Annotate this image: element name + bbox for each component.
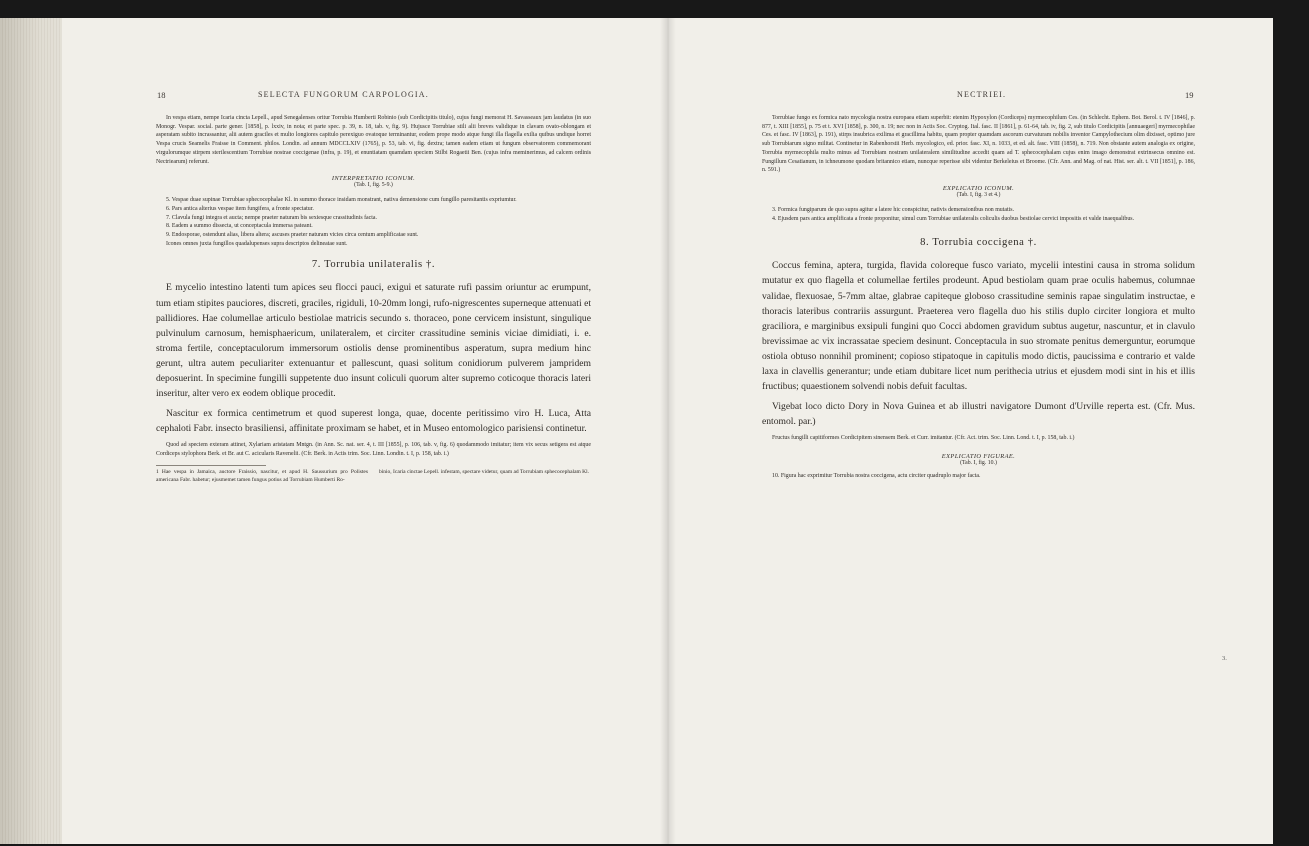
explic-subheading: (Tab. I, fig. 3 et 4.) <box>956 191 1001 198</box>
species-title: 7. Torrubia unilateralis †. <box>311 259 436 271</box>
explic-heading: EXPLICATIO ICONUM. <box>942 184 1015 192</box>
explic-item: 5. Vespae duae supinae Torrubiae sphecocephalae Kl. in summo thorace insidam monstrant, nativa demensione cum fungillo paresitantis expriumtur. <box>166 197 517 204</box>
explic-heading: INTERPRETATIO ICONUM. <box>331 175 416 183</box>
intro-paragraph: Torrubiae fungo ex formica nato mycologia nostra europaea etiam superbit: etenim Hypoxylon (Cordiceps) myrmecophilum Ces. (in Schlecht. Ephem. Bot. Berol. t. IV [1846], p. 877, t. XIII [1855], p. 75 et t. XVI [1858], p. 300, n. 19; nec non in Actis Soc. Cryptog. Ital. fasc. II [1861], p. 61-64, tab. iv, fig. 2, sub titulo Cordicipitis [annuaegeri] myrmecophilae Ces. et fasc. IV [1863], p. 191), stirps insubrica exilima et gracillima habitu, quam propter quamdam ascorum curvaturam nobilis inventor Campylothecium olim dixisset, optimo jure sub Torrubiarum signo militat. Continetur in Rabenhorstii Herb. mycologico, ed. prior. fasc. XI, n. 1033, et ed. alt. fasc. VIII (1858), n. 719. Non obstante autem analogia ex origine, Torrubia myrmecophila multo minus ad Torrubiam nostram unilateralem similitudine accedit quam ad T. sphecocephalam cujus enim imago demonstrat extrinsecus omnino est. Fungillum Cesatianum, in ichneumone quodam britannico etiam, nuncque reperisse sibi videntur Berkeleius et Broome. (Cfr. Ann. and Mag. of nat. Hist. ser. alt. t. VII [1851], p. 186, n. 591.) <box>762 115 1195 174</box>
explic-subheading: (Tab. I, fig. 5-9.) <box>354 182 393 189</box>
explic-item: 8. Eadem a summo dissecta, ut conceptacula immersa pateant. <box>166 223 313 230</box>
intro-paragraph: In vespa etiam, nempe Icaria cincta Lepell., apud Senegalenses oritur Torrubia Humberti Robinio (sub Cordicipitis titulo), cujus fungi memorat H. Savasseaux jam laudatus (in suo Monogr. Vespar. social. parte gener. [1858], p. lxxiv, in nota; et parte spec. p. 39, n. 18, tab. v, fig. 9). Hujusce Torrubiae stili alii breves validique in clavam ovato-oblongam et asperatam subito incrassantur, alii autem graciles et multo longiores capitulo perexiguo ovatoque terminantur, eodem prope modo atque fungi illa flagella exilia quibus undique horret Vespa crucis Seamelis Fraisse in Comment. philos. Londin. ad annum MDCCLXIV (1765), p. 53, tab. vi, fig. dextra; tamen eadem etiam ut fungum observatorem commemorant virgulorumque stirpem sterilescentium Torrubiae nostrae coccigenae (infra, p. 19), et enuntiatam quamdam speciem Stilbi Rogaetii Ben. (cujus infra meminerimus, ad calcem ordinis Nectriearum) referunt. <box>156 115 591 165</box>
habitat-paragraph: Nascitur ex formica centimetrum et quod superest longa, quae, docente peritissimo viro H. Luca, Atta cephaloti Fabr. insecto brasiliensi, affinitate proximam se habet, et in Museo entomologico parisiensi continetur. <box>156 408 591 435</box>
left-text-column <box>156 114 591 484</box>
book-gutter <box>660 18 676 844</box>
comparison-paragraph: Fructus fungilli capitiformes Cordicipitem sinensem Berk. et Curr. imitantur. (Cfr. Act. trim. Soc. Linn. Lond. t. I, p. 158, tab. i.) <box>772 435 1075 442</box>
right-text-column <box>762 114 1195 481</box>
right-page-number: 19 <box>1185 90 1194 100</box>
explic-item: 10. Figura hac exprimitur Torrubia nostra coccigena, actu circiter quadruplo major facta. <box>772 473 981 480</box>
book-leaf-edges <box>0 18 70 844</box>
footnote-right-column: binio, Icaria cinctae Lepell. infestam, spectare videtur, quam ad Torrubiam sphecocephalam Kl. <box>379 468 590 475</box>
explic-item: Icones omnes juxta fungillos quadalupenses supra descriptos delineatae sunt. <box>166 240 348 247</box>
explic-item: 4. Ejusdem pars antica amplificata a fronte proponitur, simul cum Torrubiae unilateralis coliculis duobus bestiolae cervici impositis et valde inaequalibus. <box>772 215 1135 222</box>
explic-item: 6. Pars antica alterius vespae item fungifera, a fronte spectatur. <box>166 205 314 212</box>
explic-item: 7. Clavula fungi integra et aucta; nempe praeter naturam bis sexiesque crassitudinis facta. <box>166 214 378 221</box>
footnote-left-column: 1 Hae vespa in Jamaica, auctore Fraissio, nascitur, et apud H. Saussurium pro Polistes americana Fabr. habetur; ejusmemet tamen fungus potius ad Torrubiam Humberti Ro- <box>156 468 368 483</box>
description-paragraph: Coccus femina, aptera, turgida, flavida coloreque fusco variato, mycelii intestini causa in stroma solidum mutatur ex quo flagella et columellae fertiles prodeunt. Apud bestiolam quam prae oculis habemus, columnae validae, flexuosae, 5-7mm altae, glabrae capiteque globoso crassitudine seminis rapae singulatim instructae, e thoracis lateribus contrariis assurgunt. Praeterea vero flagella duo his stilis duplo circiter longiora et multo graciliora, e marginibus exsipuli fungini quo Cocci abdomen gravidum subtus augetur, nascuntur, et in clavulo brevissimae ac vix incrassatae speciem desinunt. Conceptacula in suo stromate penitus demerguntur, eorumque ostiola obtuso nonnihil prominent; copioso stipatoque in capitulis modo dictis, paucissima e contrario et valde laxa in clavellis generantur; unde etiam dubitare licet num perithecia utrius et ejusdem modi sint in his et illis fructibus; quaestionem solvendi nobis defuit facultas. <box>762 260 1195 393</box>
left-running-head: SELECTA FUNGORUM CARPOLOGIA. <box>258 90 429 99</box>
explic-item: 3. Formica fungiparum de quo supra agitur a latere hic conspicitur, nativis demensionibus non mutatis. <box>772 206 1015 213</box>
signature-mark: 3. <box>1222 655 1227 662</box>
left-page-number: 18 <box>157 90 166 100</box>
habitat-paragraph: Vigebat loco dicto Dory in Nova Guinea et ab illustri navigatore Dumont d'Urville reperta est. (Cfr. Mus. entomol. par.) <box>762 401 1195 428</box>
species-title: 8. Torrubia coccigena †. <box>920 237 1037 249</box>
comparison-paragraph: Quod ad speciem exteram attinet, Xylariam aristatam Mntgn. (in Ann. Sc. nat. ser. 4, t. III [1855], p. 106, tab. v, fig. 6) quodammodo imitatur; item vix secus setigera est atque Cordiceps stylophora Berk. et Br. aut C. acicularis Ravenelii. (Cfr. Berk. in Actis trim. Soc. Linn. Londin. t. I, p. 158, tab. i.) <box>156 442 591 458</box>
explic-figure-subheading: (Tab. I, fig. 10.) <box>960 460 997 467</box>
right-running-head: NECTRIEI. <box>957 90 1007 99</box>
explic-item: 9. Endosporae, ostendunt alias, libera altera; ascuses praeter naturam vicies circa centum amplificatae sunt. <box>166 232 419 239</box>
description-paragraph: E mycelio intestino latenti tum apices seu flocci pauci, exigui et saturate rufi passim oriuntur ac erumpunt, tum etiam stipites pauciores, discreti, graciles, rigiduli, 10-20mm longi, rufo-nigrescentes superneque attenuati et pallidiores. Hae columellae articulo bestiolae matricis secundo s. thoraceo, pone cervicem insistunt, singulique pulvinulum carnosum, hemisphaericum, unilateralem, et circiter crassitudine seminis viciae dimidiati, i. e. stroma fertile, conceptaculorum immersorum ostiolis dense prominentibus asperatum, supra medium hinc gerunt, ultra autem peculiariter extenuantur et pallescunt, quasi solitum conidiorum pulverem jampridem deposuerint. In specimine fungilli suppetente duo insunt coliculi quorum alter supremo coticoque thoracis lateri inseritur, alter vero ex eodem oblique procedit. <box>156 282 591 400</box>
explic-figure-heading: EXPLICATIO FIGURAE. <box>941 453 1016 461</box>
